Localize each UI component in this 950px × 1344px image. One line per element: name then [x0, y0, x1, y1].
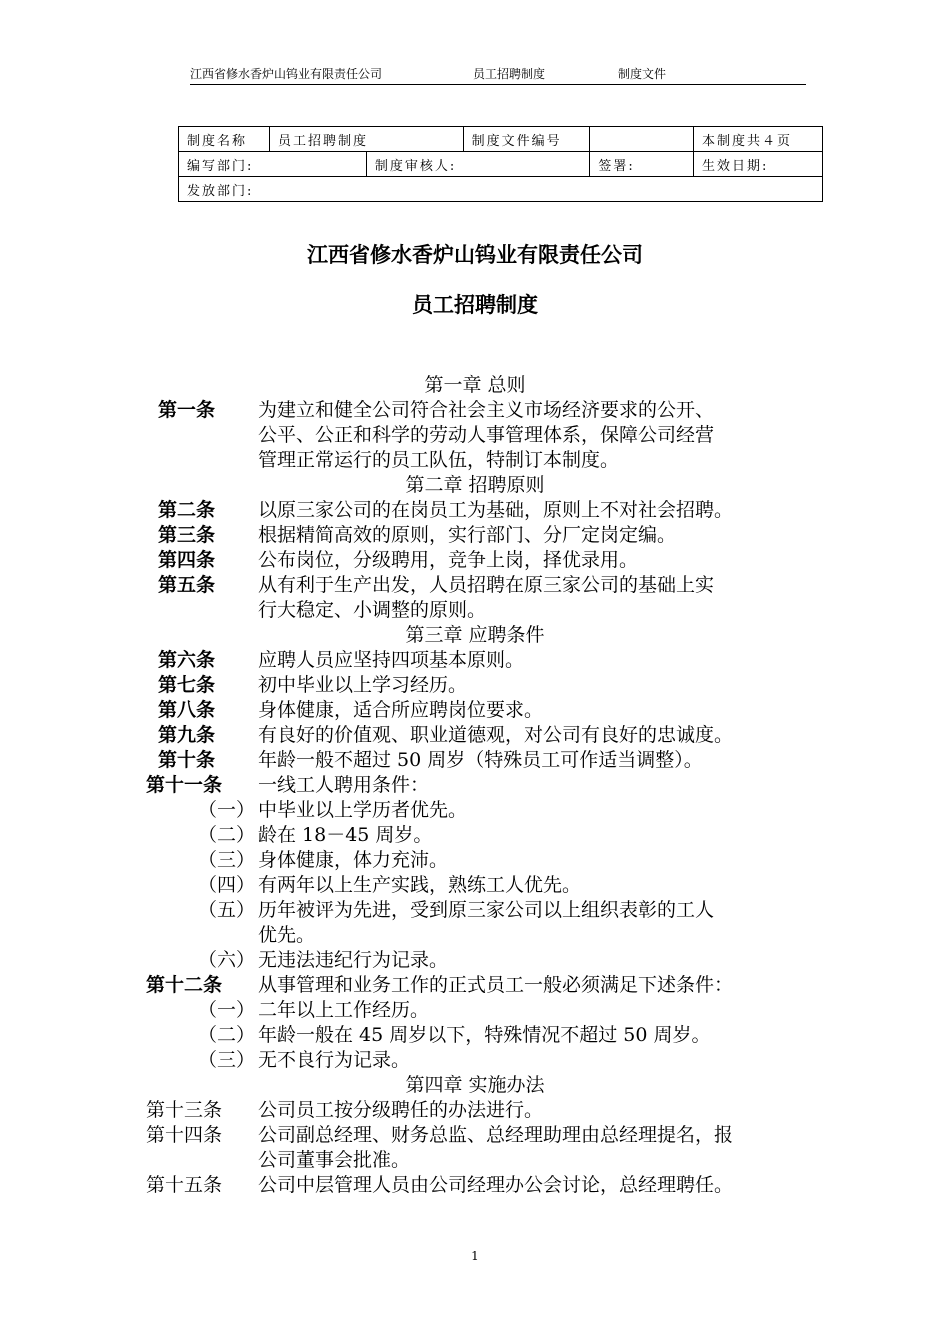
article-13 [0, 1098, 950, 1123]
article-6 [0, 648, 950, 673]
article-text: 以原三家公司的在岗员工为基础，原则上不对社会招聘。 [258, 499, 734, 521]
page-number: 1 [471, 1249, 479, 1263]
article-text: 公司副总经理、财务总监、总经理助理由总经理提名，报 [258, 1124, 734, 1146]
article-7 [0, 673, 950, 698]
item-text: 中毕业以上学历者优先。 [258, 799, 468, 821]
item-text: 历年被评为先进，受到原三家公司以上组织表彰的工人 [258, 899, 715, 921]
article-label: 第八条 [158, 699, 216, 721]
article-text: 从有利于生产出发，人员招聘在原三家公司的基础上实 [258, 574, 715, 596]
article-label: 第一条 [158, 399, 216, 421]
article-text: 公司中层管理人员由公司经理办公会讨论，总经理聘任。 [258, 1174, 734, 1196]
article-8 [0, 698, 950, 723]
article-label: 第六条 [158, 649, 216, 671]
item-text: 优先。 [258, 924, 316, 946]
article-15 [0, 1173, 950, 1198]
article-12 [0, 973, 950, 998]
article-label: 第九条 [158, 724, 216, 746]
article-label: 第四条 [158, 549, 216, 571]
article-label: 第七条 [158, 674, 216, 696]
article-text: 身体健康，适合所应聘岗位要求。 [258, 699, 544, 721]
article-5-cont [0, 598, 950, 623]
table-row [179, 127, 823, 152]
header-doc-title: 员工招聘制度 [473, 67, 546, 81]
dept-label: 编写部门: [179, 152, 367, 177]
article-text: 应聘人员应坚持四项基本原则。 [258, 649, 525, 671]
item-number: （一） [198, 999, 256, 1021]
article-label: 第五条 [158, 574, 216, 596]
article-text: 公平、公正和科学的劳动人事管理体系，保障公司经营 [258, 424, 715, 446]
article-3 [0, 523, 950, 548]
article-1-cont [0, 448, 950, 473]
article-text: 有良好的价值观、职业道德观，对公司有良好的忠诚度。 [258, 724, 734, 746]
article-1-cont [0, 423, 950, 448]
article-4 [0, 548, 950, 573]
number-label: 制度文件编号 [463, 127, 590, 152]
article-11 [0, 773, 950, 798]
list-item [0, 798, 950, 823]
table-row [179, 152, 823, 177]
document-info-table [178, 126, 823, 202]
header-doc-type: 制度文件 [618, 67, 667, 81]
company-title: 江西省修水香炉山钨业有限责任公司 [307, 243, 643, 267]
article-label: 第三条 [158, 524, 216, 546]
number-value [590, 127, 694, 152]
article-text: 公布岗位，分级聘用，竞争上岗，择优录用。 [258, 549, 639, 571]
chapter-heading: 第二章 招聘原则 [405, 474, 545, 496]
name-label: 制度名称 [179, 127, 270, 152]
item-number: （二） [198, 1024, 256, 1046]
name-value: 员工招聘制度 [270, 127, 464, 152]
sign-label: 签署: [590, 152, 694, 177]
article-label: 第十五条 [146, 1174, 223, 1196]
item-number: （三） [198, 1049, 256, 1071]
article-14-cont [0, 1148, 950, 1173]
item-text: 龄在 18－45 周岁。 [258, 824, 433, 846]
article-10 [0, 748, 950, 773]
item-number: （五） [198, 899, 256, 921]
article-text: 一线工人聘用条件： [258, 774, 430, 796]
list-item [0, 1023, 950, 1048]
article-label: 第十条 [158, 749, 216, 771]
article-label: 第十四条 [146, 1124, 223, 1146]
list-item [0, 898, 950, 923]
item-number: （三） [198, 849, 256, 871]
article-9 [0, 723, 950, 748]
list-item [0, 948, 950, 973]
list-item [0, 848, 950, 873]
article-label: 第二条 [158, 499, 216, 521]
item-number: （二） [198, 824, 256, 846]
item-text: 无违法违纪行为记录。 [258, 949, 449, 971]
item-number: （一） [198, 799, 256, 821]
article-2 [0, 498, 950, 523]
article-5 [0, 573, 950, 598]
article-text: 为建立和健全公司符合社会主义市场经济要求的公开、 [258, 399, 715, 421]
table-row [179, 177, 823, 202]
item-text: 年龄一般在 45 周岁以下，特殊情况不超过 50 周岁。 [258, 1024, 711, 1046]
page-count: 本制度共４页 [694, 127, 823, 152]
article-1 [0, 398, 950, 423]
article-label: 第十三条 [146, 1099, 223, 1121]
article-text: 初中毕业以上学习经历。 [258, 674, 468, 696]
issue-dept-label: 发放部门: [179, 177, 823, 202]
chapter-heading: 第一章 总则 [424, 374, 526, 396]
item-number: （四） [198, 874, 256, 896]
article-label: 第十二条 [146, 974, 223, 996]
list-item-cont [0, 923, 950, 948]
item-text: 二年以上工作经历。 [258, 999, 430, 1021]
effective-date-label: 生效日期: [694, 152, 823, 177]
chapter-heading: 第四章 实施办法 [405, 1074, 545, 1096]
article-text: 管理正常运行的员工队伍，特制订本制度。 [258, 449, 620, 471]
list-item [0, 998, 950, 1023]
item-text: 无不良行为记录。 [258, 1049, 411, 1071]
article-text: 公司员工按分级聘任的办法进行。 [258, 1099, 544, 1121]
reviewer-label: 制度审核人: [366, 152, 590, 177]
chapter-heading: 第三章 应聘条件 [405, 624, 545, 646]
list-item [0, 1048, 950, 1073]
article-text: 行大稳定、小调整的原则。 [258, 599, 487, 621]
item-text: 身体健康，体力充沛。 [258, 849, 449, 871]
article-text: 公司董事会批准。 [258, 1149, 411, 1171]
article-text: 年龄一般不超过 50 周岁（特殊员工可作适当调整）。 [258, 749, 703, 771]
document-body [0, 373, 950, 1198]
header-company: 江西省修水香炉山钨业有限责任公司 [190, 67, 383, 81]
list-item [0, 823, 950, 848]
item-number: （六） [198, 949, 256, 971]
article-label: 第十一条 [146, 774, 223, 796]
list-item [0, 873, 950, 898]
article-text: 根据精简高效的原则，实行部门、分厂定岗定编。 [258, 524, 677, 546]
document-title: 员工招聘制度 [412, 293, 538, 317]
running-header [190, 66, 806, 85]
item-text: 有两年以上生产实践，熟练工人优先。 [258, 874, 582, 896]
article-14 [0, 1123, 950, 1148]
article-text: 从事管理和业务工作的正式员工一般必须满足下述条件： [258, 974, 734, 996]
